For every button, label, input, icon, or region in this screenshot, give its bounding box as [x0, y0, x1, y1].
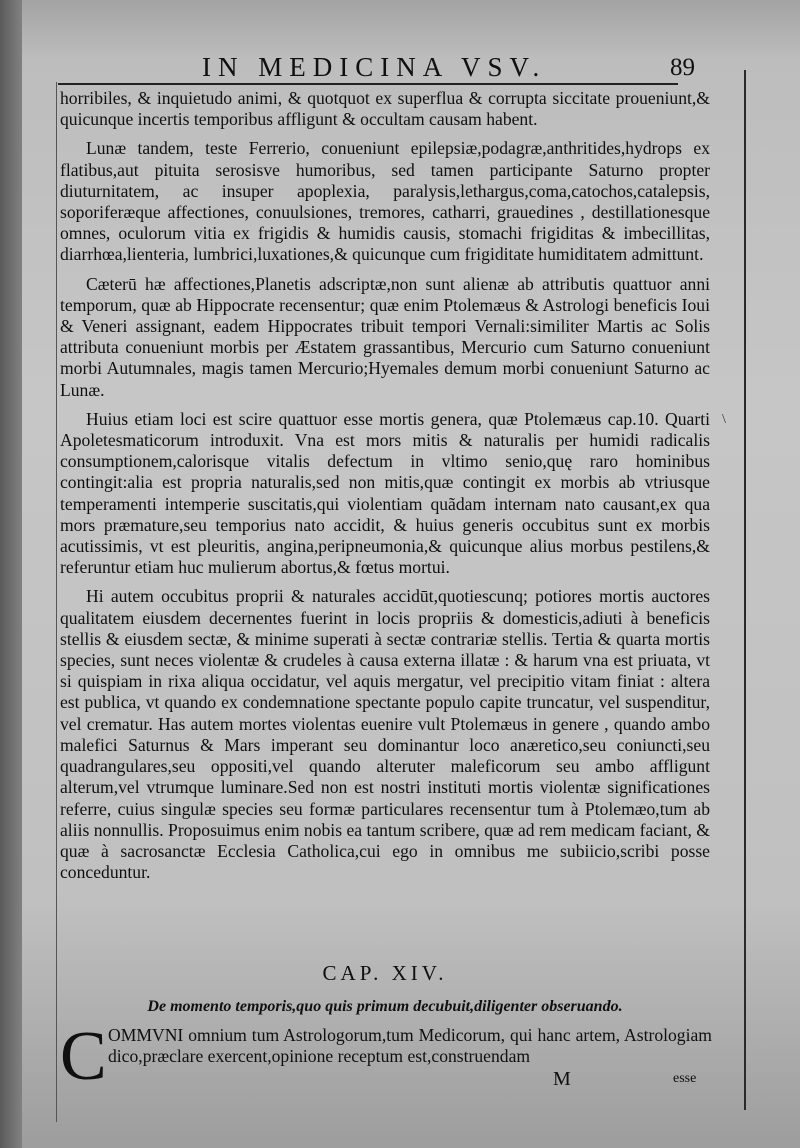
body-text — [60, 88, 710, 891]
marginal-mark: \ — [722, 412, 726, 427]
drop-cap: C — [60, 1018, 107, 1095]
paragraph-lunae: Lunæ tandem, teste Ferrerio, conueniunt epilepsiæ,podagræ,anthritides,hydrops ex flatibus,aut pituita serosisve humoribus, sed tamen participante Saturno propter diuturnitatem, ac insuper apoplexia, paralysis,lethargus,coma,catochos,catalepsis, soporiferæque affectiones, conuulsiones, tremores, catharri, grauedines , destillationesque omnes, oculorum vitia ex frigidis & humidis causis, stomachi frigiditas & imbecillitas, diarrhœa,lienteria, lumbrici,luxationes,& quicunque cum frigiditate humiditatem admittunt. — [60, 138, 710, 265]
chapter-subtitle: De momento temporis,quo quis primum decubuit,diligenter obseruando. — [147, 998, 623, 1015]
signature-mark: M — [553, 1068, 571, 1090]
paragraph-mortis-genera: Huius etiam loci est scire quattuor esse mortis genera, quæ Ptolemæus cap.10. Quarti Apoletesmaticorum introduxit. Vna est mors mitis & naturalis per humidi radicalis consumptionem,calorisque vitalis defectum in vltimo senio,quę raro hominibus contingit:alia est propria naturalis,sed non mitis,quæ contingit ex morbis ab vtriusque temperamenti intemperie suscitatis,qui violentiam quãdam internam nato causant,ex qua mors præmature,seu temporius nato accidit, & huius generis occubitus sunt ex morbis acutissimis, vt est pleuritis, angina,peripneumonia,& quicunque alius morbus pestilens,& referuntur etiam huc mulierum abortus,& fœtus mortui. — [60, 408, 710, 578]
paragraph-ceterum: Cæterū hæ affectiones,Planetis adscriptæ,non sunt alienæ ab attributis quattuor anni temporum, quæ ab Hippocrate recensentur; quæ enim Ptolemæus & Astrologi beneficis Ioui & Veneri assignant, eadem Hippocrates tribuit tempori Vernali:similiter Martis ac Solis attributa conueniunt morbis per Æstatem grassantibus, Mercurio cum Saturno conueniunt morbi Autumnales, magis tamen Mercurio;Hyemales demum morbi conueniunt Saturno ac Lunæ. — [60, 273, 710, 400]
header-rule — [58, 83, 678, 85]
chapter-heading: CAP. XIV. — [322, 961, 448, 985]
page-header — [52, 52, 695, 82]
catchword: esse — [673, 1071, 697, 1086]
running-title: IN MEDICINA VSV. — [202, 52, 547, 82]
frame-left-rule — [56, 82, 57, 1122]
book-page — [22, 0, 800, 1148]
paragraph-occubitus: Hi autem occubitus proprii & naturales accidūt,quotiescunq; potiores mortis auctores qualitatem eiusdem decernentes fuerint in locis propriis & domesticis,adiuti à beneficis stellis & eiusdem sectæ, & minime superati à sectæ contrariæ stellis. Tertia & quarta mortis species, sunt neces violentæ & crudeles à causa externa illatæ : & harum vna est priuata, vt si quispiam in rixa aliqua occidatur, vel aquis mergatur, vel precipitio vitam finiat : altera est publica, vt quando ex condemnatione spectante populo capite truncatur, vel suspenditur, vel crematur. Has autem mortes violentas euenire vult Ptolemæus in genere , quando ambo malefici Saturnus & Mars imperant seu dominantur loco anæretico,seu coniuncti,seu quadrangulares,seu oppositi,vel quando alteruter maleficorum seu ambo affligunt alterum,vel vtrumque luminare.Sed non est nostri instituti mortis violentæ significationes referre, cuius singulæ species seu formæ particulares recensentur tum à Ptolemæo,tum ab aliis nonnullis. Proposuimus enim nobis ea tantum scribere, quæ ad rem medicam faciant, & quæ à sacrosanctæ Ecclesia Catholica,cui ego in omnibus me subiicio,scribi posse conceduntur. — [60, 586, 710, 883]
page-number: 89 — [670, 54, 695, 81]
paragraph-continuation: horribiles, & inquietudo animi, & quotquot ex superflua & corrupta siccitate proueniunt,& quicunque incertis temporibus affligunt & occultam causam habent. — [60, 88, 710, 130]
frame-right-rule — [744, 70, 746, 1110]
chapter-opening-text: OMMVNI omnium tum Astrologorum,tum Medicorum, qui hanc artem, Astrologiam dico,præclare exercent,opinione receptum est,construendam — [108, 1025, 712, 1066]
